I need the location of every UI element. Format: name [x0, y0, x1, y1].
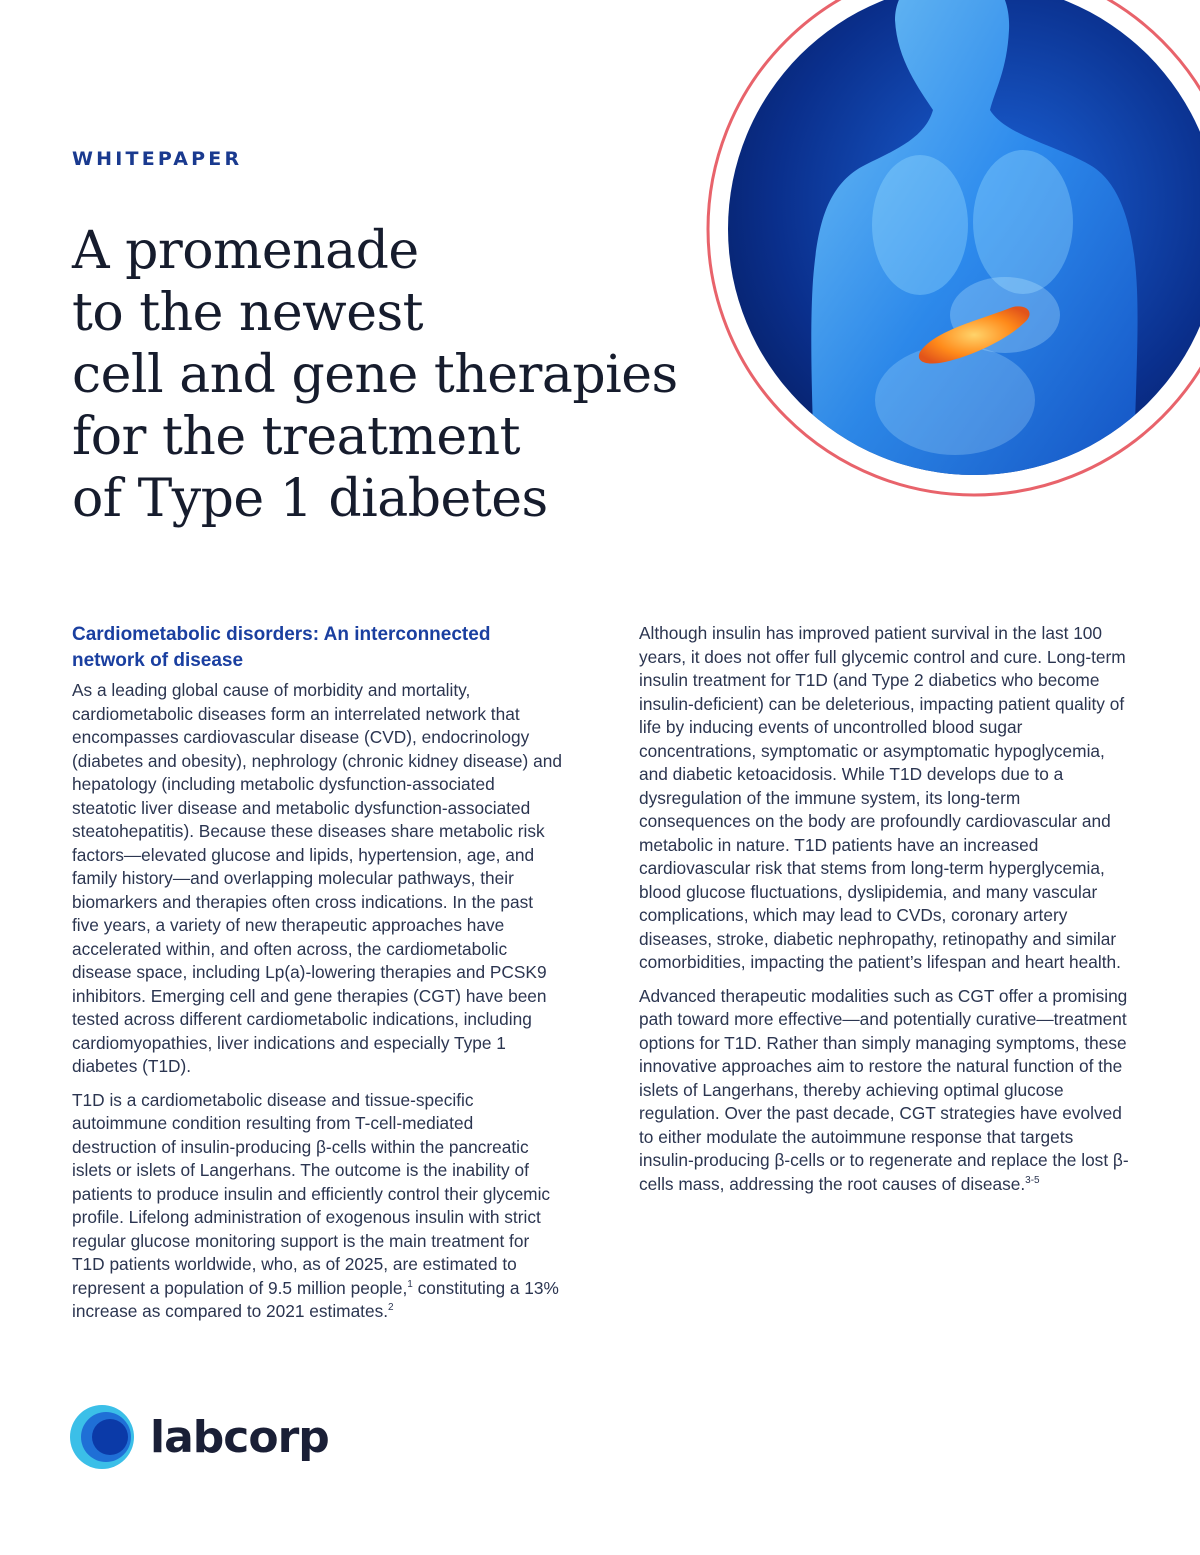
right-column [639, 622, 1129, 1206]
section-heading: Cardiometabolic disorders: An interconnected network of disease [72, 624, 491, 671]
labcorp-wordmark: labcorp [150, 1411, 329, 1463]
footnote-ref: 1 [407, 1278, 413, 1290]
title-line: of Type 1 diabetes [72, 469, 548, 529]
title-line: A promenade [72, 221, 419, 281]
body-paragraph: T1D is a cardiometabolic disease and tissue-specific autoimmune condition resulting from T-cell-mediated destruction of insulin-producing β-cells within the pancreatic islets or islets of Langerhans. The outcome is the inability of patients to produce insulin and efficiently control their glycemic profile. Lifelong administration of exogenous insulin with strict regular glucose monitoring support is the main treatment for T1D patients worldwide, who, as of 2025, are estimated to represent a population of 9.5 million people,$^1$ constituting a 13% increase as compared to 2021 estimates.$^2$ [72, 1089, 559, 1321]
left-column [72, 622, 562, 1334]
body-paragraph: Advanced therapeutic modalities such as CGT offer a promising path toward more effective—and potentially curative—treatment options for T1D. Rather than simply managing symptoms, these innovative approaches aim to restore the natural function of the islets of Langerhans, thereby achieving optimal glucose regulation. Over the past decade, CGT strategies have evolved to either modulate the autoimmune response that targets insulin-producing β-cells or to regenerate and replace the lost β-cells mass, addressing the root causes of disease.$^{3-5}$ [639, 985, 1129, 1194]
body-paragraph: Although insulin has improved patient survival in the last 100 years, it does not offer full glycemic control and cure. Long-term insulin treatment for T1D (and Type 2 diabetics who become insulin-deficient) can be deleterious, impacting patient quality of life by inducing events of uncontrolled blood sugar concentrations, symptomatic or asymptomatic hypoglycemia, and diabetic ketoacidosis. While T1D develops due to a dysregulation of the immune system, its long-term consequences on the body are profoundly cardiovascular and metabolic in nature. T1D patients have an increased cardiovascular risk that stems from long-term hyperglycemia, blood glucose fluctuations, dyslipidemia, and many vascular complications, which may lead to CVDs, coronary artery diseases, stroke, diabetic nephropathy, retinopathy and similar comorbidities, impacting the patient’s lifespan and heart health. [639, 623, 1126, 972]
document-eyebrow: WHITEPAPER [72, 148, 243, 170]
title-line: to the newest [72, 283, 424, 343]
labcorp-logo-icon [70, 1403, 138, 1471]
footnote-ref: 2 [388, 1302, 394, 1314]
document-title [72, 220, 712, 530]
title-line: for the treatment [72, 407, 521, 467]
labcorp-logo [70, 1403, 329, 1471]
hero-anatomy-image [705, 0, 1200, 498]
footnote-ref: 3-5 [1025, 1174, 1040, 1186]
body-paragraph: As a leading global cause of morbidity and mortality, cardiometabolic diseases form an interrelated network that encompasses cardiovascular disease (CVD), endocrinology (diabetes and obesity), nephrology (chronic kidney disease) and hepatology (including metabolic dysfunction-associated steatotic liver disease and metabolic dysfunction-associated steatohepatitis). Because these diseases share metabolic risk factors—elevated glucose and lipids, hypertension, age, and family history—and overlapping molecular pathways, their biomarkers and therapies often cross indications. In the past five years, a variety of new therapeutic approaches have accelerated within, and often across, the cardiometabolic disease space, including Lp(a)-lowering therapies and PCSK9 inhibitors. Emerging cell and gene therapies (CGT) have been tested across different cardiometabolic indications, including cardiomyopathies, liver indications and especially Type 1 diabetes (T1D). [72, 680, 562, 1076]
title-line: cell and gene therapies [72, 345, 678, 405]
